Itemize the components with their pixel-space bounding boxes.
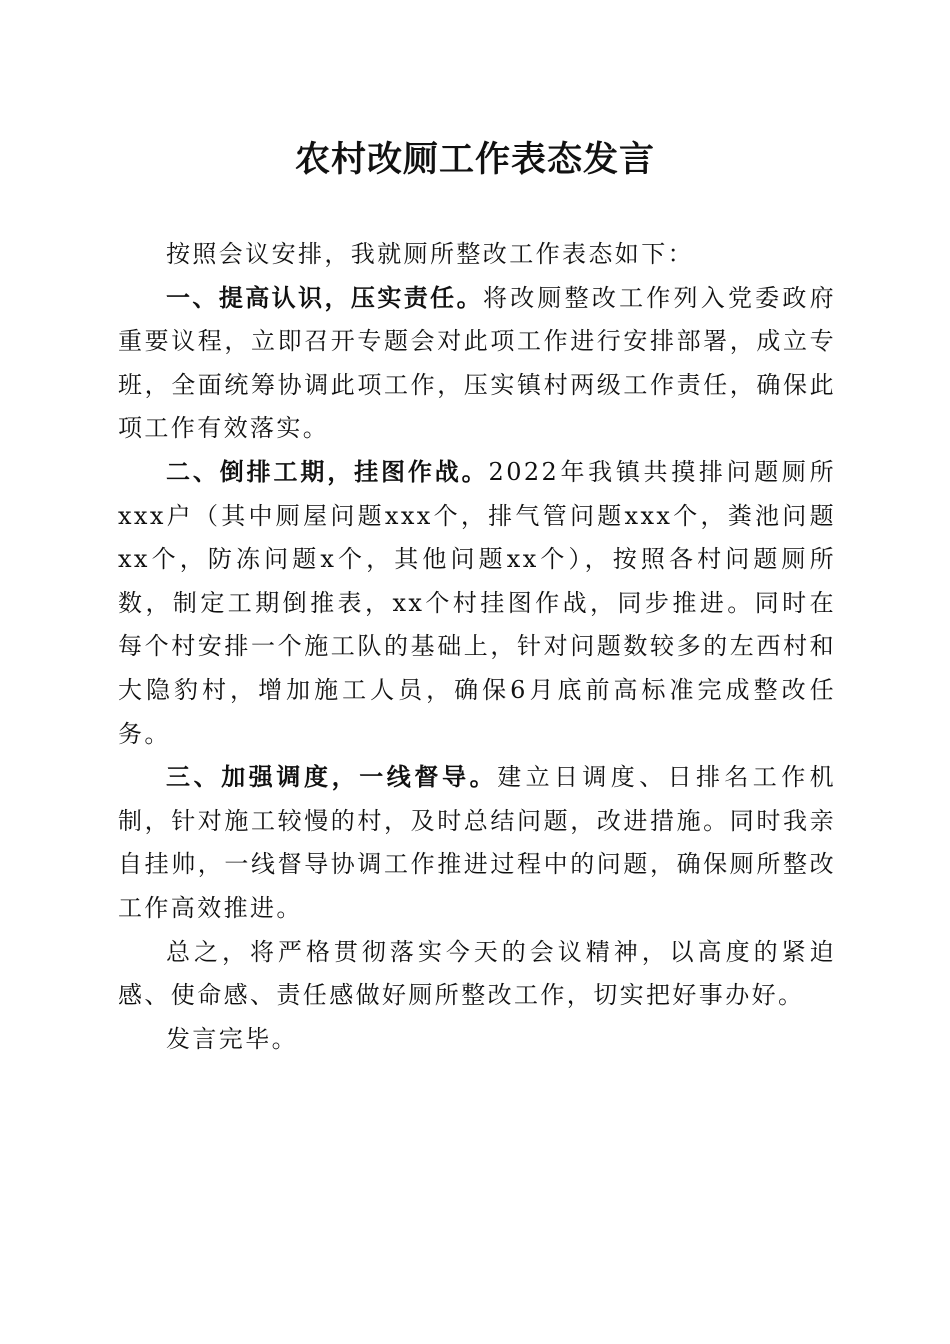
section-1-heading: 一、提高认识，压实责任。: [166, 283, 483, 312]
section-3-heading: 三、加强调度，一线督导。: [166, 763, 498, 792]
intro-paragraph: 按照会议安排，我就厕所整改工作表态如下：: [166, 240, 694, 268]
section-1-paragraph: [118, 277, 836, 451]
document-title: 农村改厕工作表态发言: [294, 139, 655, 180]
section-1-text: 将改厕整改工作列入党委政府重要议程，立即召开专题会对此项工作进行安排部署，成立专班，全面统筹协调此项工作，压实镇村两级工作责任，确保此项工作有效落实。: [118, 283, 836, 443]
conclusion-paragraph: 总之，将严格贯彻落实今天的会议精神，以高度的紧迫感、使命感、责任感做好厕所整改工作，切实把好事办好。: [118, 937, 836, 1010]
section-3-paragraph: [118, 756, 836, 930]
section-3-text: 建立日调度、日排名工作机制，针对施工较慢的村，及时总结问题，改进措施。同时我亲自挂帅，一线督导协调工作推进过程中的问题，确保厕所整改工作高效推进。: [118, 763, 836, 922]
closing-paragraph: 发言完毕。: [166, 1024, 298, 1053]
section-2-text: 2022年我镇共摸排问题厕所xxx户（其中厕屋问题xxx个，排气管问题xxx个，粪池问题xx个，防冻问题x个，其他问题xx个），按照各村问题厕所数，制定工期倒推表，xx个村挂图作战，同步推进。同时在每个村安排一个施工队的基础上，针对问题数较多的左西村和大隐豹村，增加施工人员，确保6月底前高标准完成整改任务。: [118, 457, 837, 748]
document-body: [118, 233, 836, 1061]
section-2-heading: 二、倒排工期，挂图作战。: [166, 457, 489, 486]
section-2-paragraph: [118, 451, 836, 756]
